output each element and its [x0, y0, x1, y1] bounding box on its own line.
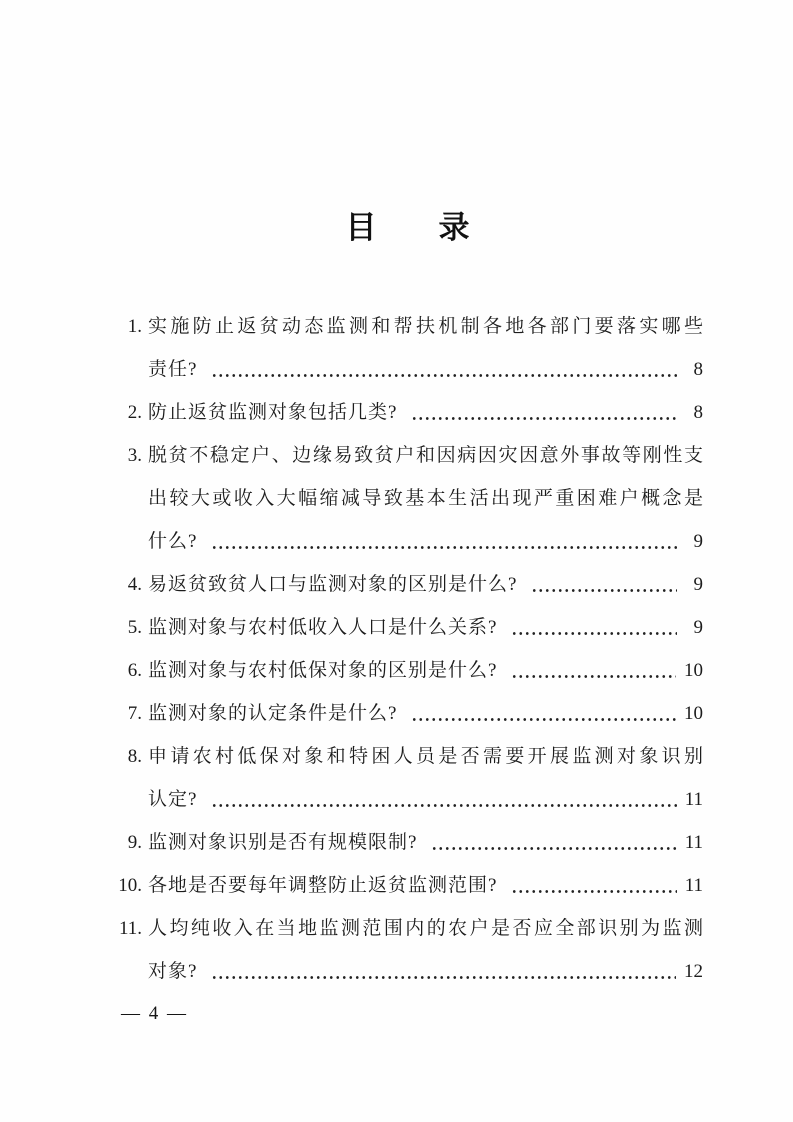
- dot-leader: [431, 846, 676, 851]
- toc-list: [112, 305, 703, 993]
- toc-entry: [112, 434, 703, 563]
- entry-tail-line: [148, 520, 703, 563]
- entry-number: 2.: [127, 402, 142, 423]
- entry-number: 9.: [127, 832, 142, 853]
- entry-page-number: 11: [684, 789, 703, 810]
- entry-body: [148, 563, 703, 606]
- entry-page-number: 9: [693, 574, 703, 595]
- entry-page-number: 8: [693, 359, 703, 380]
- toc-entry: [112, 735, 703, 821]
- entry-text: 责任?: [148, 359, 198, 380]
- dot-leader: [511, 889, 676, 894]
- entry-number: 3.: [127, 445, 142, 466]
- entry-text: 防止返贫监测对象包括几类?: [148, 402, 398, 423]
- entry-page-number: 12: [684, 961, 703, 982]
- dot-leader: [211, 373, 677, 378]
- entry-text-line: 申请农村低保对象和特困人员是否需要开展监测对象识别: [148, 746, 703, 767]
- dot-leader: [511, 674, 676, 679]
- entry-tail-line: [148, 692, 703, 735]
- entry-body: [148, 434, 703, 563]
- entry-text-line: 出较大或收入大幅缩减导致基本生活出现严重困难户概念是: [148, 488, 703, 509]
- entry-text: 监测对象的认定条件是什么?: [148, 703, 398, 724]
- entry-text: 什么?: [148, 531, 198, 552]
- entry-tail-line: [148, 348, 703, 391]
- page-folio: — 4 —: [121, 1003, 188, 1024]
- entry-tail-line: [148, 606, 703, 649]
- entry-page-number: 10: [684, 703, 703, 724]
- entry-tail-line: [148, 778, 703, 821]
- entry-number: 5.: [127, 617, 142, 638]
- entry-text: 易返贫致贫人口与监测对象的区别是什么?: [148, 574, 518, 595]
- entry-body: [148, 391, 703, 434]
- entry-text: 监测对象与农村低保对象的区别是什么?: [148, 660, 498, 681]
- entry-page-number: 9: [693, 531, 703, 552]
- entry-text-line: 脱贫不稳定户、边缘易致贫户和因病因灾因意外事故等刚性支: [148, 445, 703, 466]
- entry-page-number: 10: [684, 660, 703, 681]
- toc-entry: [112, 606, 703, 649]
- entry-tail-line: [148, 950, 703, 993]
- entry-tail-line: [148, 563, 703, 606]
- entry-body: [148, 735, 703, 821]
- toc-entry: [112, 649, 703, 692]
- toc-entry: [112, 692, 703, 735]
- entry-number: 6.: [127, 660, 142, 681]
- dot-leader: [211, 803, 676, 808]
- dot-leader: [211, 975, 676, 980]
- entry-number: 1.: [127, 316, 142, 337]
- entry-page-number: 9: [693, 617, 703, 638]
- entry-body: [148, 821, 703, 864]
- dot-leader: [511, 631, 677, 636]
- toc-entry: [112, 391, 703, 434]
- toc-title: 目 录: [345, 210, 470, 245]
- entry-number: 11.: [118, 918, 142, 939]
- entry-page-number: 11: [684, 875, 703, 896]
- entry-text: 监测对象与农村低收入人口是什么关系?: [148, 617, 498, 638]
- toc-entry: [112, 907, 703, 993]
- dot-leader: [411, 717, 676, 722]
- toc-entry: [112, 563, 703, 606]
- entry-tail-line: [148, 821, 703, 864]
- dot-leader: [211, 545, 677, 550]
- entry-body: [148, 606, 703, 649]
- entry-number: 7.: [127, 703, 142, 724]
- toc-entry: [112, 305, 703, 391]
- entry-page-number: 8: [693, 402, 703, 423]
- entry-body: [148, 864, 703, 907]
- entry-text: 对象?: [148, 961, 198, 982]
- entry-text: 监测对象识别是否有规模限制?: [148, 832, 418, 853]
- entry-number: 10.: [118, 875, 142, 896]
- page-content: [112, 0, 703, 993]
- entry-tail-line: [148, 649, 703, 692]
- entry-text: 各地是否要每年调整防止返贫监测范围?: [148, 875, 498, 896]
- dot-leader: [531, 588, 677, 593]
- toc-entry: [112, 864, 703, 907]
- entry-text-line: 人均纯收入在当地监测范围内的农户是否应全部识别为监测: [148, 918, 703, 939]
- entry-page-number: 11: [684, 832, 703, 853]
- toc-entry: [112, 821, 703, 864]
- entry-body: [148, 692, 703, 735]
- entry-text-line: 实施防止返贫动态监测和帮扶机制各地各部门要落实哪些: [148, 316, 703, 337]
- entry-tail-line: [148, 391, 703, 434]
- entry-number: 8.: [127, 746, 142, 767]
- entry-number: 4.: [127, 574, 142, 595]
- dot-leader: [411, 416, 677, 421]
- entry-body: [148, 907, 703, 993]
- entry-body: [148, 649, 703, 692]
- entry-text: 认定?: [148, 789, 198, 810]
- entry-body: [148, 305, 703, 391]
- entry-tail-line: [148, 864, 703, 907]
